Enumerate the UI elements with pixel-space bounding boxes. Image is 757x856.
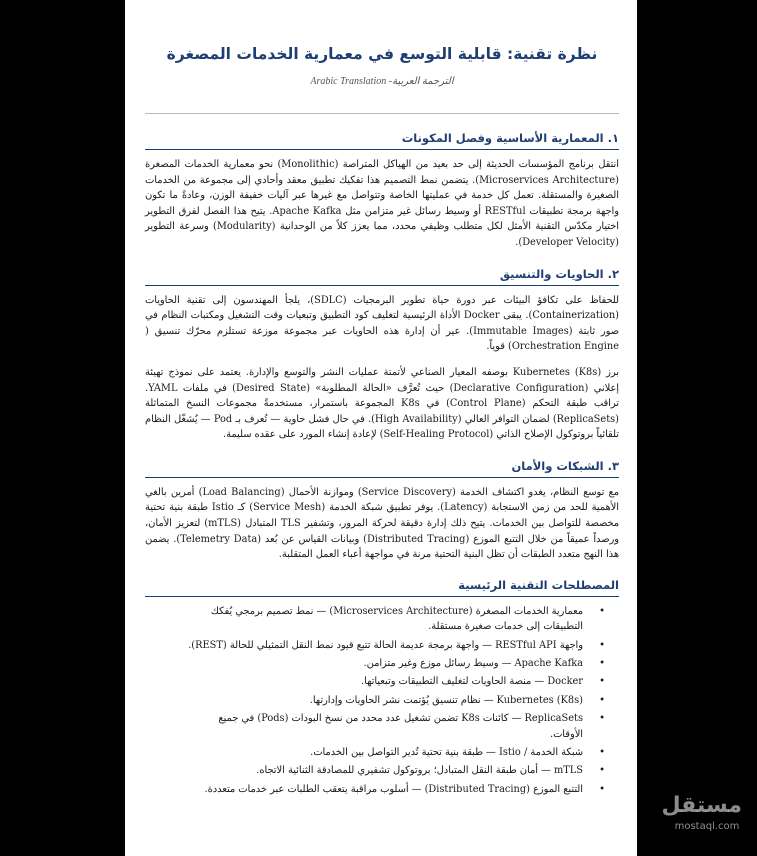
bullet-icon: • [599,694,605,706]
glossary-item-text: معمارية الخدمات المصغرة (Microservices Architecture) — نمط تصميم برمجي يُفكك التطبيقات إلى خدمات صغيرة مستقلة. [210,605,583,633]
section-heading: ٣. الشبكات والأمان [145,459,619,478]
document-page [125,0,637,856]
section-heading: ١. المعمارية الأساسية وفصل المكونات [145,131,619,150]
glossary-item [185,656,605,671]
section-heading: ٢. الحاويات والتنسيق [145,267,619,286]
section-glossary [145,578,619,797]
glossary-list [145,604,619,797]
bullet-icon: • [599,765,605,777]
section-paragraph: برز Kubernetes (K8s) بوصفه المعيار الصناعي لأتمتة عمليات النشر والتوسع والإدارة. يعتمد على نموذج تهيئة إعلاني (Declarative Configuration) حيث تُعرَّف «الحالة المطلوبة» (Desired State) في ملفات YAML. تراقب طبقة التحكم (Control Plane) في K8s المجموعة باستمرار، مستخدمةً مجموعات النسخ المتماثلة (ReplicaSets) لضمان التوافر العالي (High Availability). في حال فشل حاوية — تُعرف بـ Pod — يُشغّل النظام تلقائياً بروتوكول الإصلاح الذاتي (Self-Healing Protocol) لإعادة إنشاء المورد على عقده سليمة. [145,366,620,441]
glossary-item-text: واجهة RESTful API — واجهة برمجة عديمة الحالة تتبع قيود نمط النقل التمثيلي للحالة (REST). [188,639,583,651]
section-paragraph: مع توسع النظام، يغدو اكتشاف الخدمة (Service Discovery) وموازنة الأحمال (Load Balancing) أمرين بالغي الأهمية للحد من زمن الاستجابة (Latency). يوفر تطبيق شبكة الخدمة (Service Mesh) كـ Istio طبقة بنية تحتية مخصصة للتواصل بين الخدمات. يتيح ذلك إدارة دقيقة لحركة المرور، وتشفير TLS المتبادل (mTLS) لتعزيز الأمان، ورصداً عميقاً من خلال التتبع الموزع (Distributed Tracing) وبيانات القياس عن بُعد (Telemetry Data). يضمن هذا النهج متعدد الطبقات أن تظل البنية التحتية مرنة في مواجهة أعباء العمل المتقلبة. [145,486,620,561]
section-core-architecture [145,131,619,251]
bullet-icon: • [599,639,605,651]
glossary-item [185,693,605,708]
glossary-item [185,782,605,797]
mostaql-watermark [661,793,742,832]
glossary-item [185,604,605,635]
glossary-item [185,711,605,742]
section-paragraph: انتقل برنامج المؤسسات الحديثة إلى حد بعيد من الهياكل المتراصة (Monolithic) نحو معمارية الخدمات المصغرة (Microservices Architecture). يتضمن نمط التصميم هذا تفكيك تطبيق معقد وأحادي إلى مجموعة من الخدمات الصغيرة والمستقلة. تعمل كل خدمة في عمليتها الخاصة وتتواصل مع غيرها عبر آليات خفيفة الوزن، وعادةً ما تكون واجهة برمجة تطبيقات RESTful أو وسيط رسائل غير متزامن مثل Apache Kafka. يتيح هذا الفصل لفرق التطوير اختيار مكدّس التقنية الأمثل لكل متطلب وظيفي محدد، مما يعزز كلاً من الوحدانية (Modularity) وسرعة التطوير (Developer Velocity). [145,159,620,249]
glossary-item-text: Kubernetes (K8s) — نظام تنسيق يُؤتمت نشر الحاويات وإدارتها. [309,694,583,706]
glossary-item-text: شبكة الخدمة / Istio — طبقة بنية تحتية تُدير التواصل بين الخدمات. [310,747,583,759]
bullet-icon: • [599,713,605,725]
glossary-item-text: Apache Kafka — وسيط رسائل موزع وغير متزامن. [363,657,583,669]
bullet-icon: • [599,657,605,669]
watermark-arabic: مستقل [661,793,742,818]
glossary-heading: المصطلحات التقنية الرئيسية [145,578,619,597]
section-paragraph: للحفاظ على تكافؤ البيئات عبر دورة حياة تطوير البرمجيات (SDLC)، يلجأ المهندسون إلى تقنية الحاويات (Containerization). يبقى Docker الأداة الرئيسية لتغليف كود التطبيق وتبعيات وقت التشغيل ومكتبات النظام في صور ثابتة (Immutable Images). عير أن إدارة هذه الحاويات عبر مجموعة موزعة تستلزم محرّك تنسيق ( Orchestration Engine) قوياً. [145,294,620,353]
bullet-icon: • [599,676,605,688]
glossary-item-text: التتبع الموزع (Distributed Tracing) — أسلوب مراقبة يتعقب الطلبات عبر خدمات متعددة. [204,783,583,795]
glossary-item [185,674,605,689]
glossary-item [185,745,605,760]
glossary-item-text: mTLS — أمان طبقة النقل المتبادل؛ بروتوكول تشفيري للمصادقة الثنائية الاتجاه. [256,765,583,777]
bullet-icon: • [599,747,605,759]
document-title: نظرة تقنية: قابلية التوسع في معمارية الخدمات المصغرة [166,45,598,63]
title-divider [145,113,619,114]
document-subtitle: الترجمة العربية- Arabic Translation [310,76,454,88]
glossary-item [185,638,605,653]
glossary-item-text: ReplicaSets — كائنات K8s تضمن تشغيل عدد محدد من نسخ البودات (Pods) في جميع الأوقات. [218,713,583,740]
watermark-latin: mostaql.com [674,821,740,832]
section-containerization [145,267,619,443]
glossary-item-text: Docker — منصة الحاويات لتغليف التطبيقات وتبعياتها. [361,676,583,688]
bullet-icon: • [599,783,605,795]
glossary-item [185,763,605,778]
bullet-icon: • [599,605,605,617]
section-networking-security [145,459,619,563]
